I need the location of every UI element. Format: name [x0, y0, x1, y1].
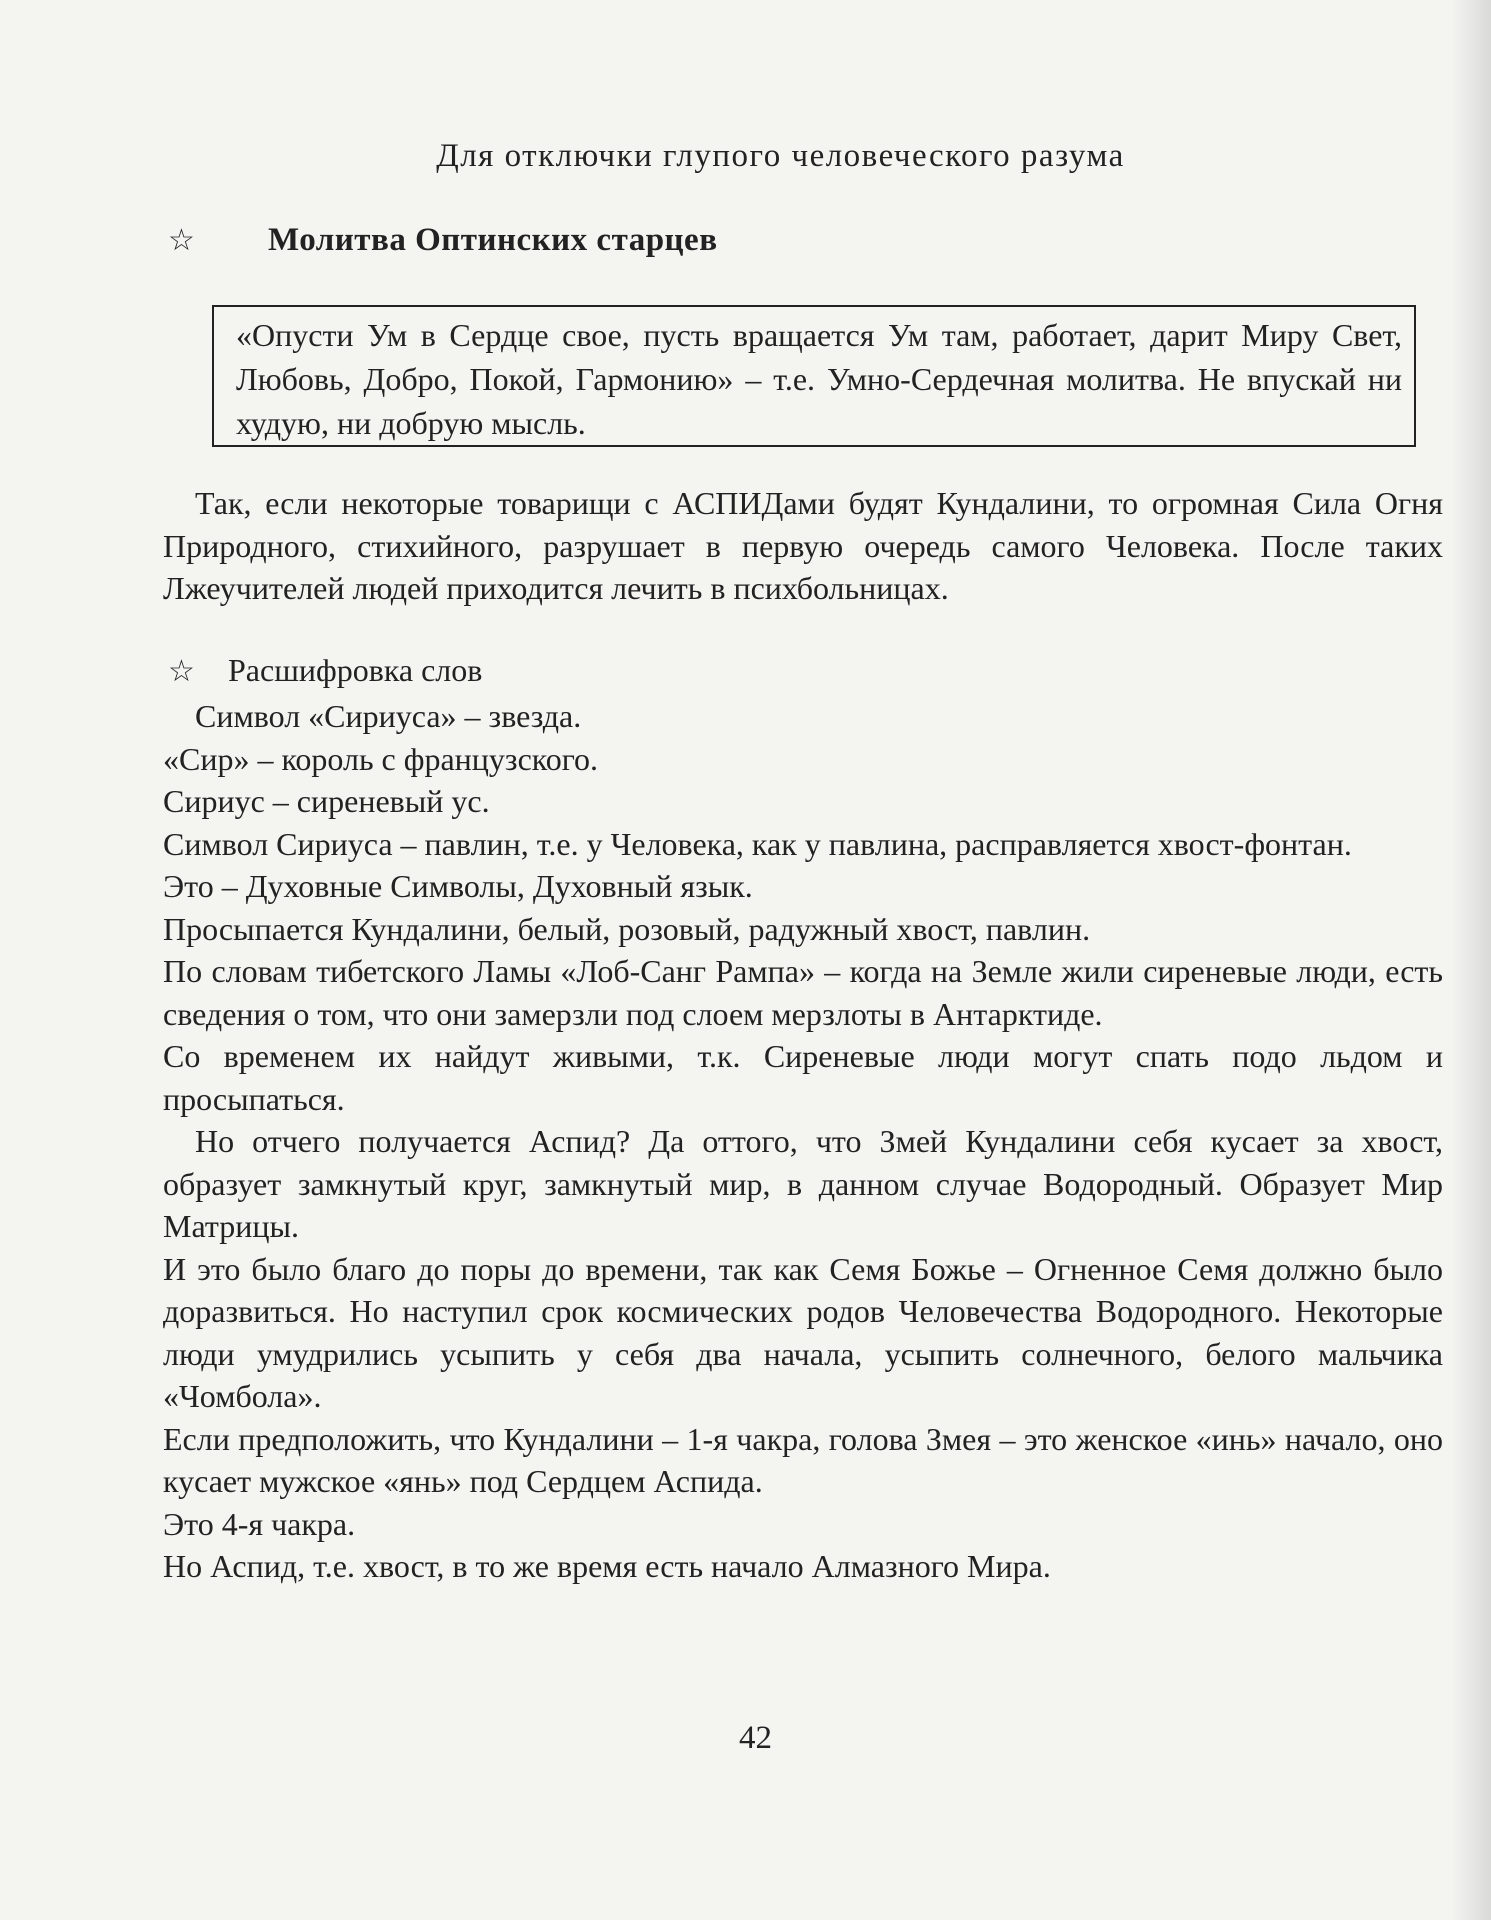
prayer-box: «Опусти Ум в Сердце свое, пусть вращается Ум там, работает, дарит Миру Свет, Любовь, Добро, Покой, Гармонию» – т.е. Умно-Сердечная молитва. Не впускай ни худую, ни добрую мысль. — [212, 305, 1416, 447]
text-lines — [163, 695, 1443, 1588]
text-line: Сириус – сиреневый ус. — [163, 783, 490, 819]
text-line: И это было благо до поры до времени, так как Семя Божье – Огненное Семя должно было доразвиться. Но наступил срок космических родов Человечества Водородного. Некоторые люди умудрились усыпить у себя два начала, усыпить солнечного, белого мальчика «Чомбола». — [163, 1250, 1443, 1414]
text-line: Но Аспид, т.е. хвост, в то же время есть начало Алмазного Мира. — [163, 1548, 1051, 1584]
running-head: Для отключки глупого человеческого разума — [436, 138, 1125, 174]
text-line: Но отчего получается Аспид? Да оттого, что Змей Кундалини себя кусает за хвост, образует замкнутый круг, замкнутый мир, в данном случае Водородный. Образует Мир Матрицы. — [163, 1123, 1443, 1244]
text-line: Символ Сириуса – павлин, т.е. у Человека, как у павлина, расправляется хвост-фонтан. — [163, 825, 1352, 862]
section-title: Расшифровка слов — [228, 652, 483, 688]
text-line: Символ «Сириуса» – звезда. — [195, 698, 582, 734]
text-line: «Сир» – король с французского. — [163, 740, 599, 777]
paragraph: Так, если некоторые товарищи с АСПИДами будят Кундалини, то огромная Сила Огня Природного, стихийного, разрушает в первую очередь самого Человека. После таких Лжеучителей людей приходится лечить в психбольницах. — [163, 485, 1443, 606]
text-line: Это – Духовные Символы, Духовный язык. — [163, 868, 753, 904]
page-edge-shadow — [1451, 0, 1491, 1920]
section-title: Молитва Оптинских старцев — [268, 222, 718, 258]
section-heading-prayer — [168, 222, 718, 259]
text-line: Со временем их найдут живыми, т.к. Сиреневые люди могут спать подо льдом и просыпаться. — [163, 1038, 1443, 1117]
text-line: Просыпается Кундалини, белый, розовый, радужный хвост, павлин. — [163, 910, 1091, 947]
star-icon: ☆ — [168, 655, 195, 688]
page-number: 42 — [739, 1720, 772, 1756]
text-line: Это 4-я чакра. — [163, 1505, 356, 1542]
text-line: Если предположить, что Кундалини – 1-я чакра, голова Змея – это женское «инь» начало, оно кусает мужское «янь» под Сердцем Аспида. — [163, 1420, 1443, 1499]
text-line: По словам тибетского Ламы «Лоб-Санг Рампа» – когда на Земле жили сиреневые люди, есть сведения о том, что они замерзли под слоем мерзлоты в Антарктиде. — [163, 953, 1443, 1032]
star-icon: ☆ — [168, 224, 195, 257]
section-heading-decoding — [168, 652, 482, 689]
